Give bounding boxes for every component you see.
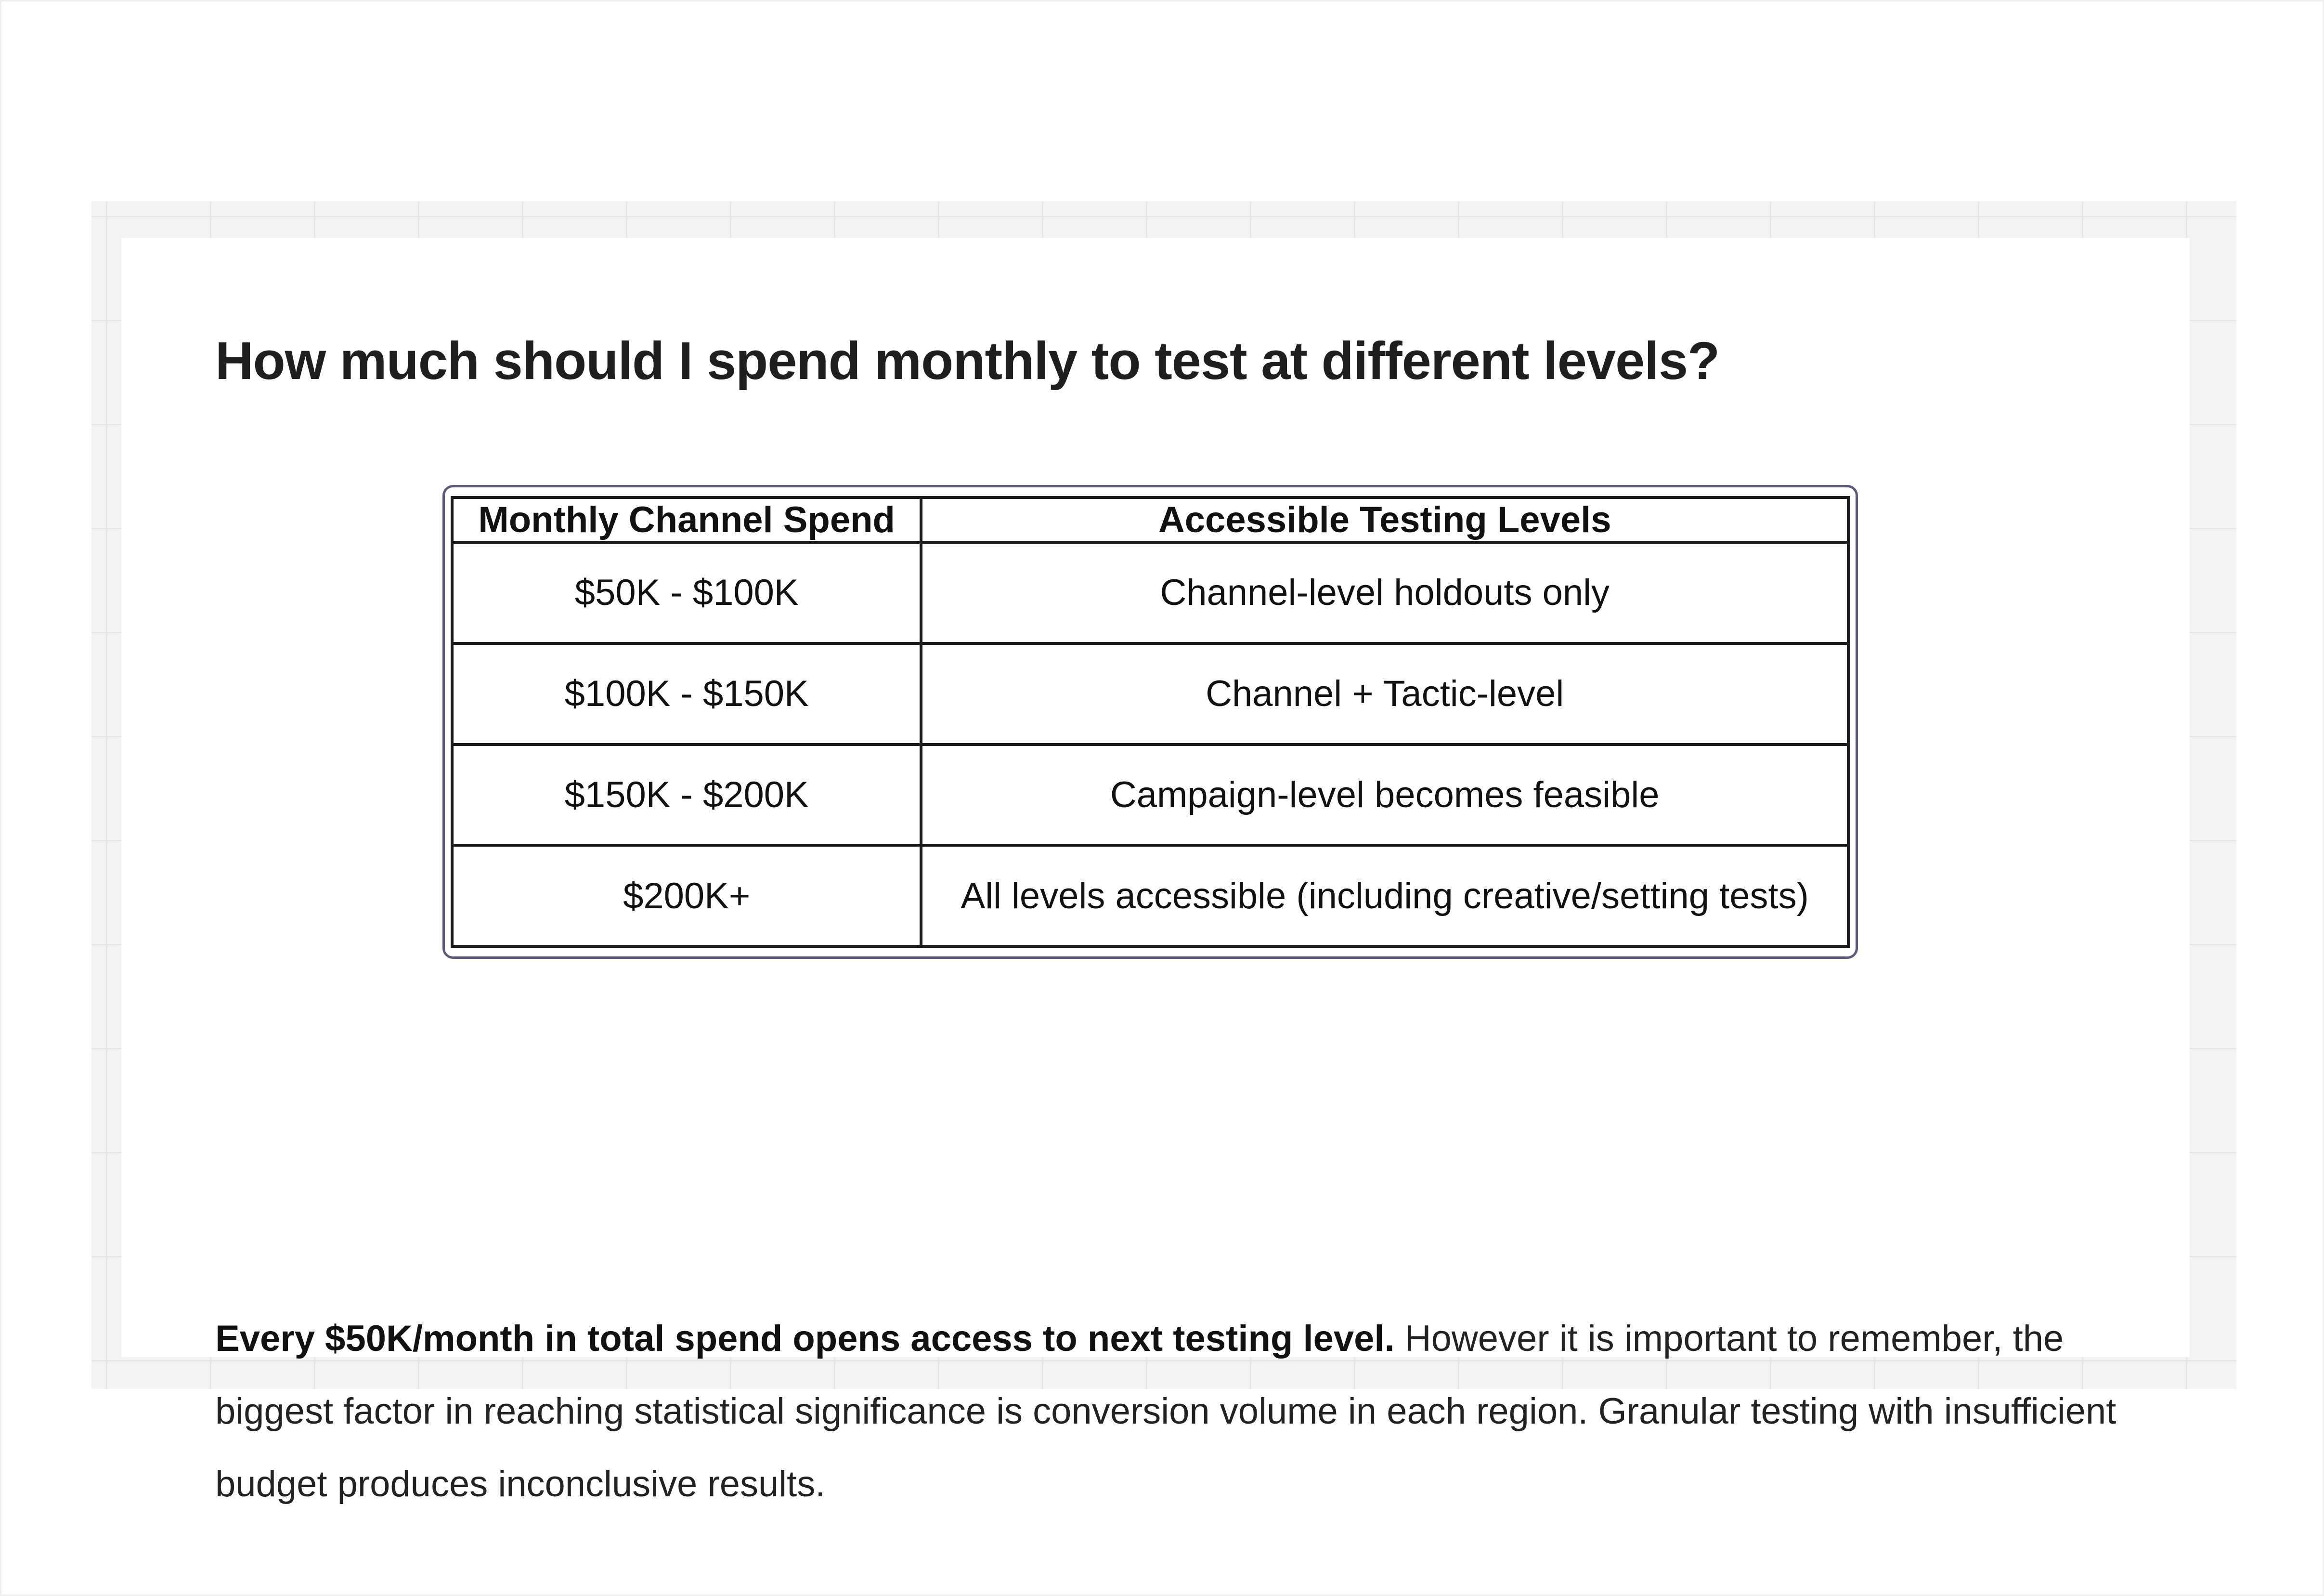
spend-cell: $100K - $150K <box>452 643 921 745</box>
header-accessible-testing-levels: Accessible Testing Levels <box>921 497 1848 542</box>
table-frame <box>442 485 1858 959</box>
explanation-body-text: However it is important to remember, the biggest factor in reaching statistical significance is conversion volume in each region. Granular testing with insufficient budget produces inconclusive results. <box>215 1318 2116 1504</box>
content-card <box>121 238 2190 1504</box>
spend-cell: $150K - $200K <box>452 745 921 846</box>
table-row <box>452 643 1848 745</box>
testing-level-cell: All levels accessible (including creative/setting tests) <box>921 845 1848 946</box>
table-row <box>452 542 1848 643</box>
canvas-background <box>91 201 2236 1504</box>
table-header-row <box>452 497 1848 542</box>
testing-level-cell: Campaign-level becomes feasible <box>921 745 1848 846</box>
table-row <box>452 745 1848 846</box>
page-title: How much should I spend monthly to test at different levels? <box>215 331 1720 391</box>
explanation-lead-sentence: Every $50K/month in total spend opens access to next testing level. <box>215 1318 1395 1359</box>
table-row <box>452 845 1848 946</box>
spend-cell: $50K - $100K <box>452 542 921 643</box>
explanation-paragraph <box>215 1302 2136 1520</box>
testing-level-cell: Channel + Tactic-level <box>921 643 1848 745</box>
spend-levels-table <box>451 496 1850 948</box>
testing-level-cell: Channel-level holdouts only <box>921 542 1848 643</box>
header-monthly-channel-spend: Monthly Channel Spend <box>452 497 921 542</box>
spend-cell: $200K+ <box>452 845 921 946</box>
